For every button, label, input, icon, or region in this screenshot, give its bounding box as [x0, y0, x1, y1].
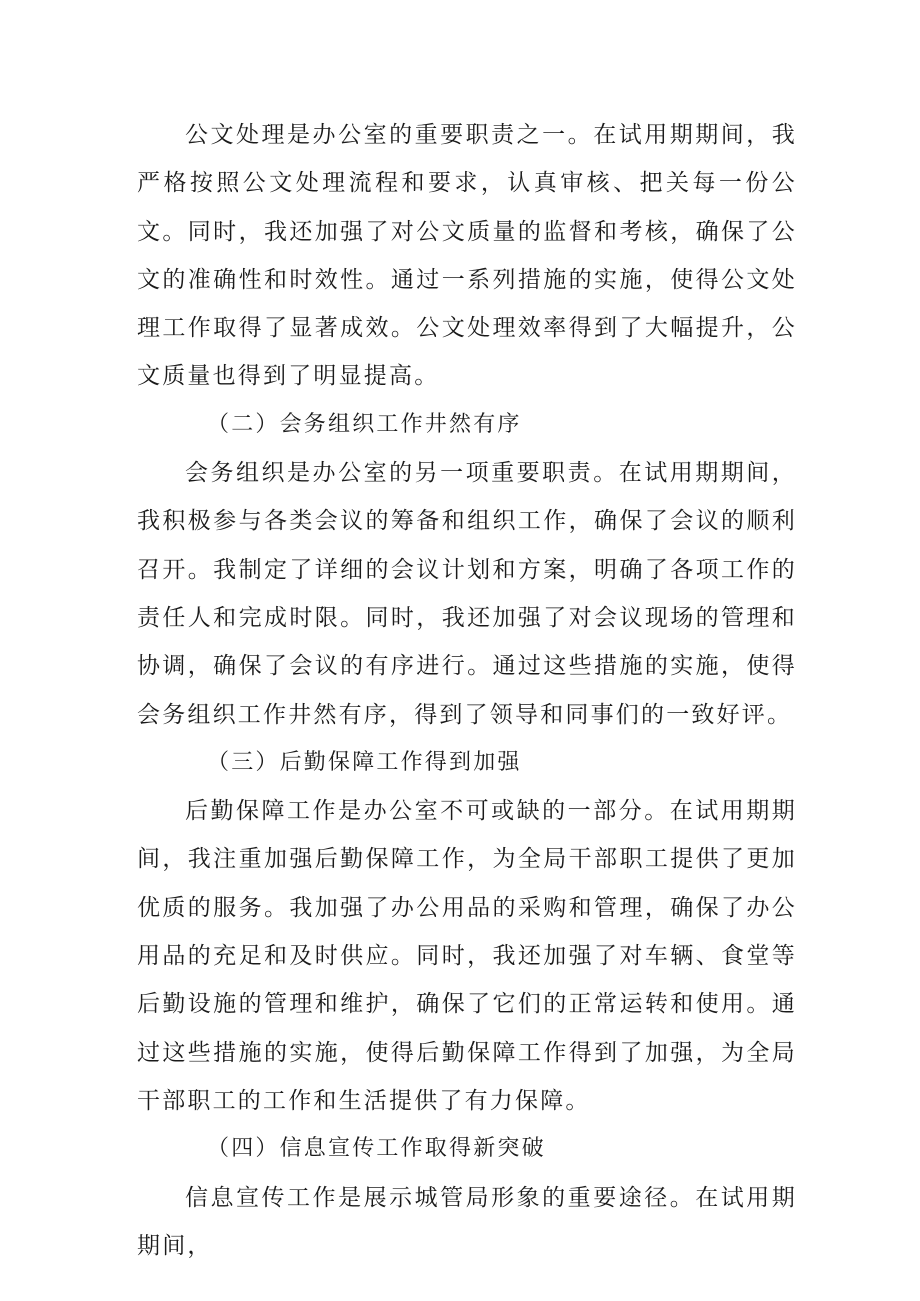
section-heading-logistics-support: （三）后勤保障工作得到加强: [207, 749, 522, 775]
paragraph-document-processing: 公文处理是办公室的重要职责之一。在试用期期间，我严格按照公文处理流程和要求，认真审核、把关每一份公文。同时，我还加强了对公文质量的监督和考核，确保了公文的准确性和时效性。通过一系列措施的实施，使得公文处理工作取得了显著成效。公文处理效率得到了大幅提升，公文质量也得到了明显提高。: [137, 122, 797, 390]
section-heading-information-publicity: （四）信息宣传工作取得新突破: [207, 1136, 546, 1162]
document-body: [137, 111, 797, 1270]
paragraph-logistics-support: 后勤保障工作是办公室不可或缺的一部分。在试用期期间，我注重加强后勤保障工作，为全局干部职工提供了更加优质的服务。我加强了办公用品的采购和管理，确保了办公用品的充足和及时供应。同时，我还加强了对车辆、食堂等后勤设施的管理和维护，确保了它们的正常运转和使用。通过这些措施的实施，使得后勤保障工作得到了加强，为全局干部职工的工作和生活提供了有力保障。: [137, 798, 797, 1114]
paragraph-meeting-organization: 会务组织是办公室的另一项重要职责。在试用期期间，我积极参与各类会议的筹备和组织工作，确保了会议的顺利召开。我制定了详细的会议计划和方案，明确了各项工作的责任人和完成时限。同时，我还加强了对会议现场的管理和协调，确保了会议的有序进行。通过这些措施的实施，使得会务组织工作井然有序，得到了领导和同事们的一致好评。: [137, 460, 797, 728]
paragraph-information-publicity: 信息宣传工作是展示城管局形象的重要途径。在试用期期间，: [137, 1184, 797, 1259]
section-heading-meeting-organization: （二）会务组织工作井然有序: [207, 411, 522, 437]
